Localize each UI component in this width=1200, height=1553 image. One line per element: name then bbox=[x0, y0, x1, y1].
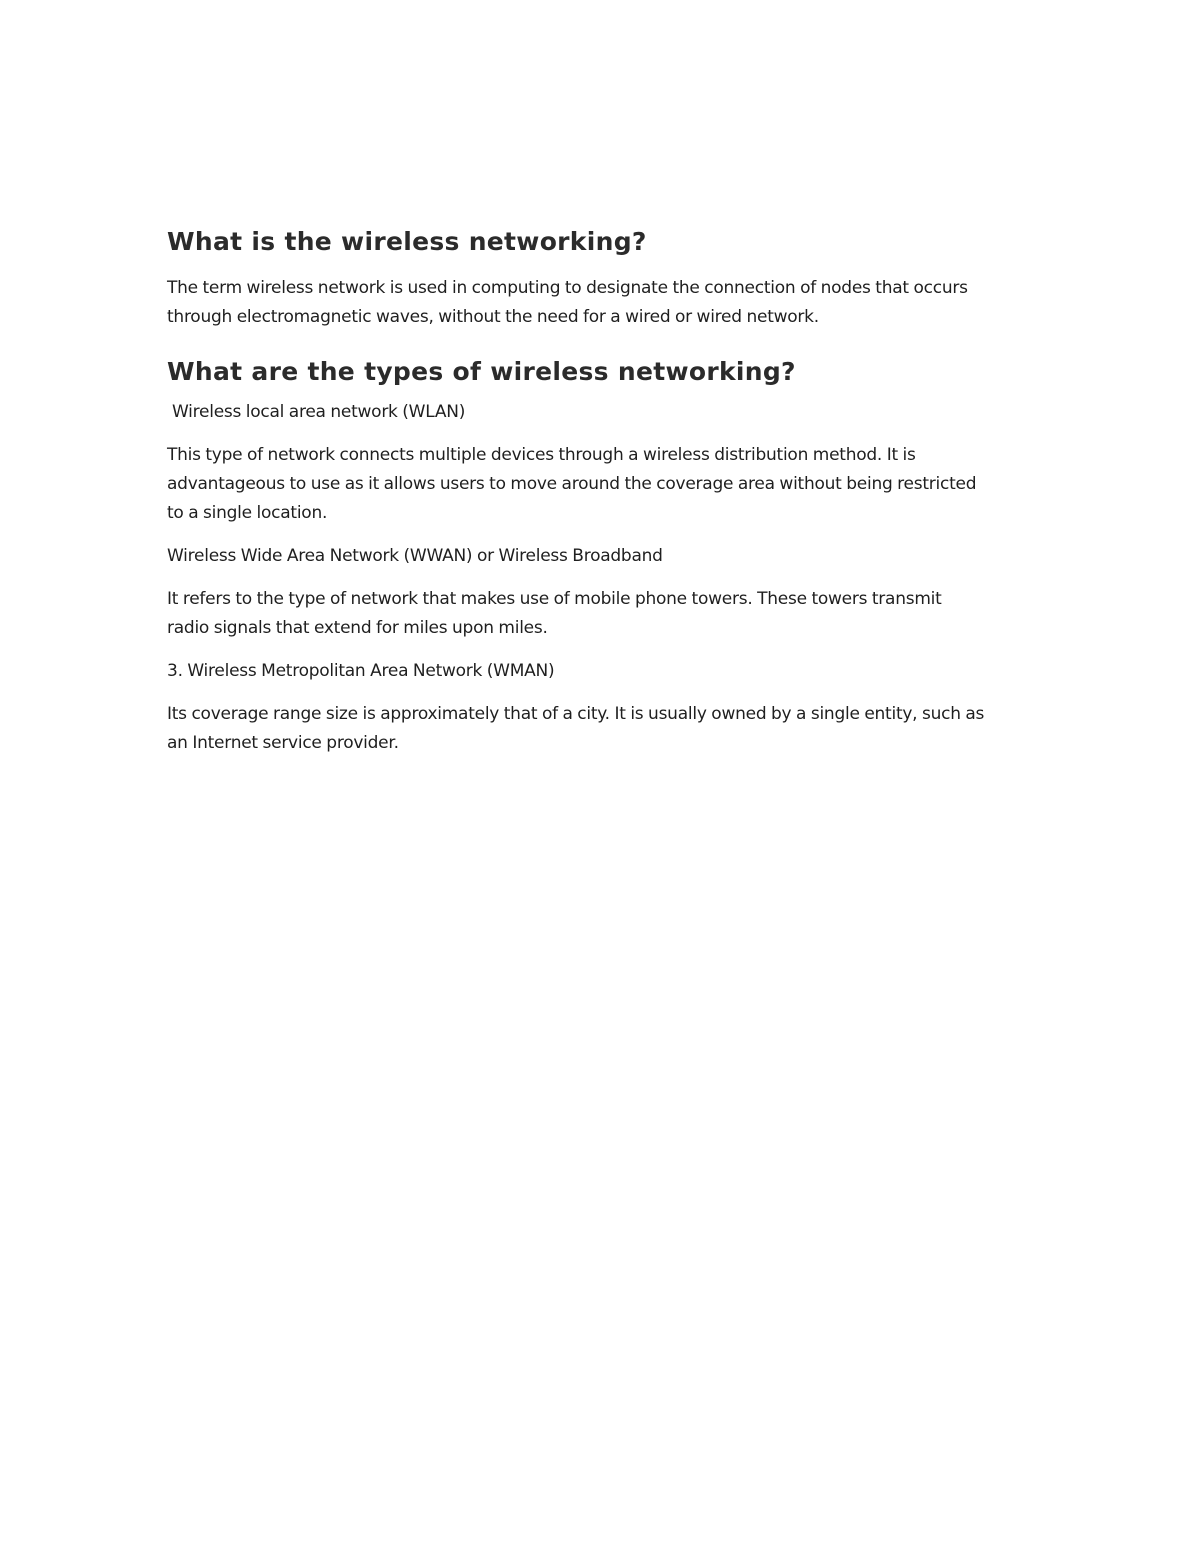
paragraph-line: Its coverage range size is approximately that of a city. It is usually owned by a single entity, such as bbox=[167, 704, 985, 724]
paragraph-line: to a single location. bbox=[167, 503, 328, 523]
paragraph-wlan bbox=[167, 441, 1037, 528]
paragraph-line: an Internet service provider. bbox=[167, 733, 399, 753]
paragraph-line: The term wireless network is used in computing to designate the connection of nodes that occurs bbox=[167, 278, 968, 298]
paragraph-wwan bbox=[167, 585, 1037, 643]
paragraph-wman bbox=[167, 700, 1037, 758]
wwan-title: Wireless Wide Area Network (WWAN) or Wireless Broadband bbox=[167, 546, 663, 566]
heading-types-of-wireless-networking: What are the types of wireless networking? bbox=[167, 357, 796, 386]
paragraph-line: This type of network connects multiple devices through a wireless distribution method. It is bbox=[167, 445, 916, 465]
heading-what-is-wireless-networking: What is the wireless networking? bbox=[167, 227, 647, 256]
paragraph-line: through electromagnetic waves, without the need for a wired or wired network. bbox=[167, 307, 819, 327]
wman-title: 3. Wireless Metropolitan Area Network (WMAN) bbox=[167, 661, 555, 681]
document-body bbox=[167, 222, 1037, 758]
paragraph-definition bbox=[167, 274, 1037, 332]
wlan-title: Wireless local area network (WLAN) bbox=[172, 402, 466, 422]
paragraph-line: advantageous to use as it allows users to move around the coverage area without being restricted bbox=[167, 474, 977, 494]
paragraph-line: It refers to the type of network that makes use of mobile phone towers. These towers transmit bbox=[167, 589, 942, 609]
paragraph-line: radio signals that extend for miles upon miles. bbox=[167, 618, 548, 638]
